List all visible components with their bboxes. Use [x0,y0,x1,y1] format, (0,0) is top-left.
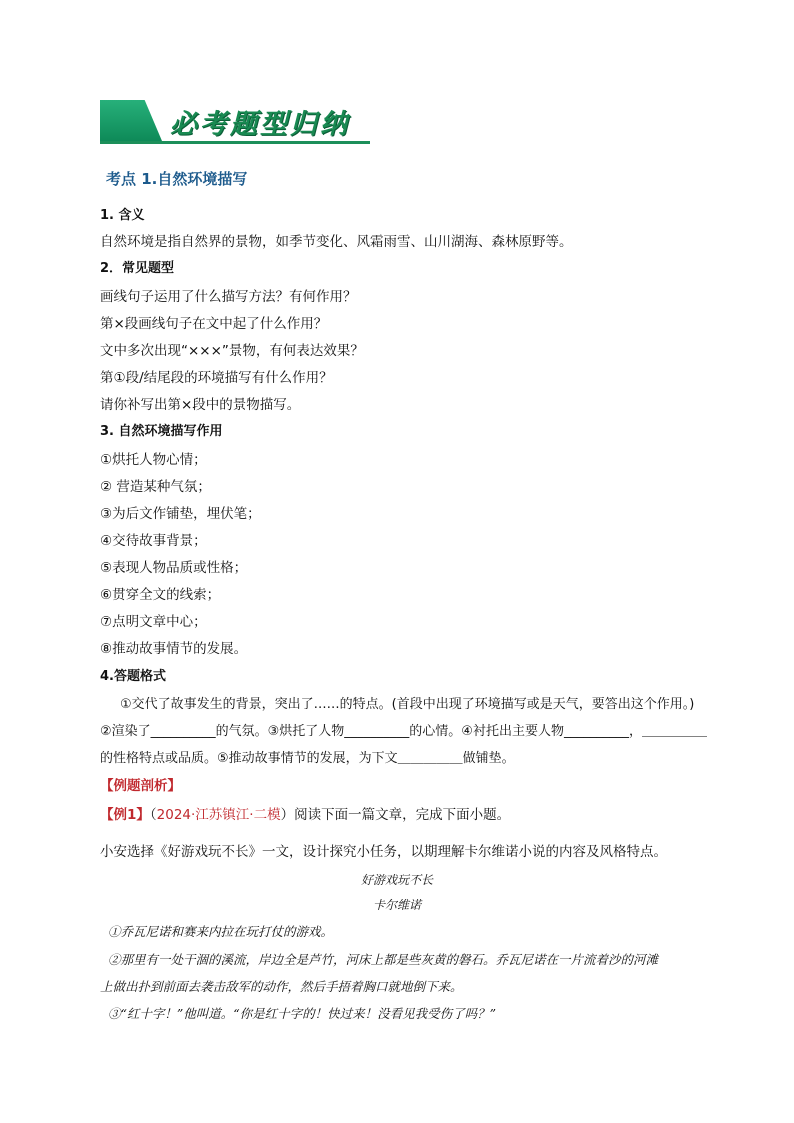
example-source: 2024·江苏镇江·二模 [156,807,281,823]
section-title: 考点 1.自然环境描写 [106,170,248,188]
example-section-label: 【例题剖析】 [100,778,181,794]
part2-item: 画线句子运用了什么描写方法？有何作用？ [100,289,357,305]
story-paragraph-2b: 上做出扑到前面去袭击敌军的动作，然后手捂着胸口就地倒下来。 [100,979,463,994]
part1-heading: 1. 含义 [100,208,145,223]
example-instruction: ）阅读下面一篇文章，完成下面小题。 [280,807,511,823]
example-open-paren: （ [149,807,157,823]
part3-item: ⑥贯穿全文的线索； [100,587,221,603]
example-header [100,805,510,825]
part3-item: ⑤表现人物品质或性格； [100,560,248,576]
part4-line2: ②渲染了__________的气氛。③烘托了人物__________的心情。④衬托出主要人物__________，＿＿＿＿＿ [100,724,707,739]
part2-heading: 2．常见题型 [100,261,175,276]
story-paragraph-2a: ②那里有一处干涸的溪流，岸边全是芦竹，河床上都是些灰黄的磐石。乔瓦尼诺在一片流着沙的河滩 [108,952,659,967]
story-title: 好游戏玩不长 [360,873,433,887]
part4-line1: ①交代了故事发生的背景，突出了……的特点。(首段中出现了环境描写或是天气，要答出这个作用。) [120,697,695,712]
part3-item: ①烘托人物心情； [100,452,207,468]
banner-underline [100,141,370,144]
part2-item: 第×段画线句子在文中起了什么作用？ [100,316,328,332]
part3-heading: 3. 自然环境描写作用 [100,424,223,439]
part3-item: ② 营造某种气氛； [100,479,211,495]
part2-item: 请你补写出第×段中的景物描写。 [100,397,301,413]
story-paragraph-3: ③“红十字！”他叫道。“你是红十字的！快过来！没看见我受伤了吗？” [108,1006,497,1021]
banner-title: 必考题型归纳 [170,109,350,140]
example-intro: 小安选择《好游戏玩不长》一文，设计探究小任务，以期理解卡尔维诺小说的内容及风格特点。 [100,844,667,860]
part3-item: ③为后文作铺垫，埋伏笔； [100,506,261,522]
part4-heading: 4.答题格式 [100,669,166,684]
part4-line3: 的性格特点或品质。⑤推动故事情节的发展，为下文＿＿＿＿＿做铺垫。 [100,751,515,766]
story-paragraph-1: ①乔瓦尼诺和赛来内拉在玩打仗的游戏。 [108,924,334,939]
part3-item: ④交待故事背景； [100,533,207,549]
banner-green-trapezoid [100,100,162,141]
part2-item: 文中多次出现“×××”景物，有何表达效果？ [100,343,364,359]
part3-item: ⑦点明文章中心； [100,614,207,630]
part2-item: 第①段/结尾段的环境描写有什么作用？ [100,370,333,386]
section-banner [100,100,370,146]
story-author: 卡尔维诺 [372,898,421,912]
part1-text: 自然环境是指自然界的景物，如季节变化、风霜雨雪、山川湖海、森林原野等。 [100,234,573,250]
part3-item: ⑧推动故事情节的发展。 [100,641,248,657]
example-tag: 【例1】 [100,807,150,823]
